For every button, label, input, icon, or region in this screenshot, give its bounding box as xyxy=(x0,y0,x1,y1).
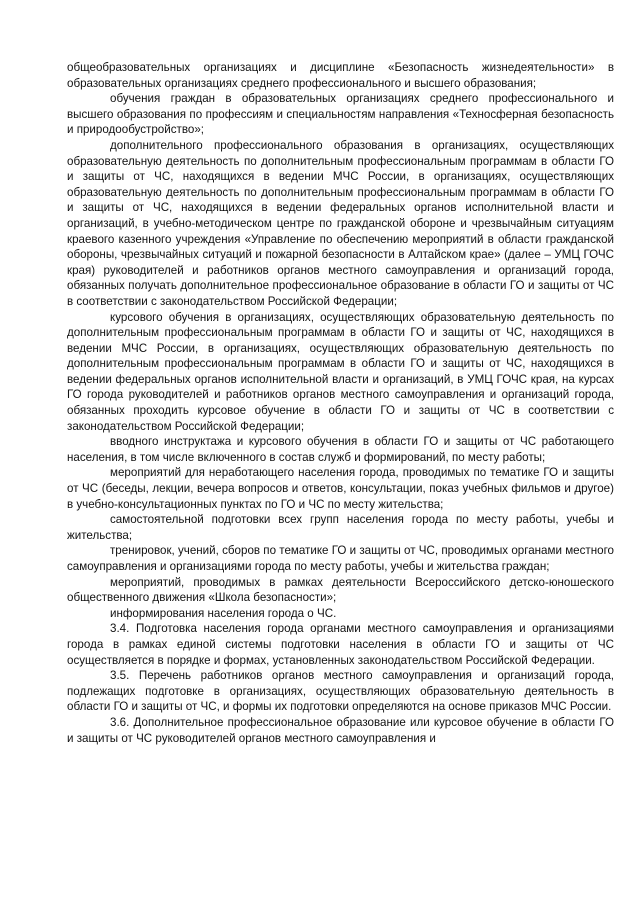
section-3-5-paragraph: 3.5. Перечень работников органов местного самоуправления и организаций города, подлежащих подготовке в организациях, осуществляющих образовательную деятельность в области ГО и защиты от ЧС, и формы их подготовки определяются на основе приказов МЧС России. xyxy=(67,669,614,714)
document-body xyxy=(67,60,614,746)
paragraph: курсового обучения в организациях, осуществляющих образовательную деятельность по дополнительным профессиональным программам в области ГО и защиты от ЧС, находящихся в ведении МЧС России, в организациях, осуществляющих образовательную деятельность по дополнительным профессиональным программам в области ГО и защиты от ЧС, находящихся в ведении федеральных органов исполнительной власти и организаций, в УМЦ ГОЧС края, на курсах ГО города руководителей и работников органов местного самоуправления и организаций города, обязанных проходить курсовое обучение в области ГО и защиты от ЧС в соответствии с законодательством Российской Федерации; xyxy=(67,310,614,433)
paragraph: общеобразовательных организациях и дисциплине «Безопасность жизнедеятельности» в образовательных организациях среднего профессионального и высшего образования; xyxy=(67,61,614,90)
section-3-6-paragraph: 3.6. Дополнительное профессиональное образование или курсовое обучение в области ГО и защиты от ЧС руководителей органов местного самоуправления и xyxy=(67,715,614,745)
paragraph: вводного инструктажа и курсового обучения в области ГО и защиты от ЧС работающего населения, в том числе включенного в состав служб и формирований, по месту работы; xyxy=(67,435,614,464)
paragraph: мероприятий для неработающего населения города, проводимых по тематике ГО и защиты от ЧС (беседы, лекции, вечера вопросов и ответов, консультации, показ учебных фильмов и другое) в учебно-консультационных пунктах по ГО и ЧС по месту жительства; xyxy=(67,466,614,511)
paragraph: информирования населения города о ЧС. xyxy=(110,606,337,620)
section-3-4-paragraph: 3.4. Подготовка населения города органами местного самоуправления и организациями города в рамках единой системы подготовки населения в области ГО и защиты от ЧС осуществляется в порядке и формах, установленных законодательством Российской Федерации. xyxy=(67,622,614,667)
paragraph: самостоятельной подготовки всех групп населения города по месту работы, учебы и жительства; xyxy=(67,513,614,542)
paragraph: дополнительного профессионального образования в организациях, осуществляющих образовательную деятельность по дополнительным профессиональным программам в области ГО и защиты от ЧС, находящихся в ведении МЧС России, в организациях, осуществляющих образовательную деятельность по дополнительным профессиональным программам в области ГО и защиты от ЧС, находящихся в ведении федеральных органов исполнительной власти и организаций, в учебно-методическом центре по гражданской обороне и чрезвычайным ситуациям краевого казенного учреждения «Управление по обеспечению мероприятий в области гражданской обороны, чрезвычайных ситуаций и пожарной безопасности в Алтайском крае» (далее – УМЦ ГОЧС края) руководителей и работников органов местного самоуправления и организаций города, обязанных получать дополнительное профессиональное образование в области ГО и защиты от ЧС в соответствии с законодательством Российской Федерации; xyxy=(67,138,614,308)
paragraph: мероприятий, проводимых в рамках деятельности Всероссийского детско-юношеского общественного движения «Школа безопасности»; xyxy=(67,575,614,605)
paragraph: тренировок, учений, сборов по тематике ГО и защиты от ЧС, проводимых органами местного самоуправления и организациями города по месту работы, учебы и жительства граждан; xyxy=(67,544,614,573)
paragraph: обучения граждан в образовательных организациях среднего профессионального и высшего образования по профессиям и специальностям направления «Техносферная безопасность и природообустройство»; xyxy=(67,92,614,137)
